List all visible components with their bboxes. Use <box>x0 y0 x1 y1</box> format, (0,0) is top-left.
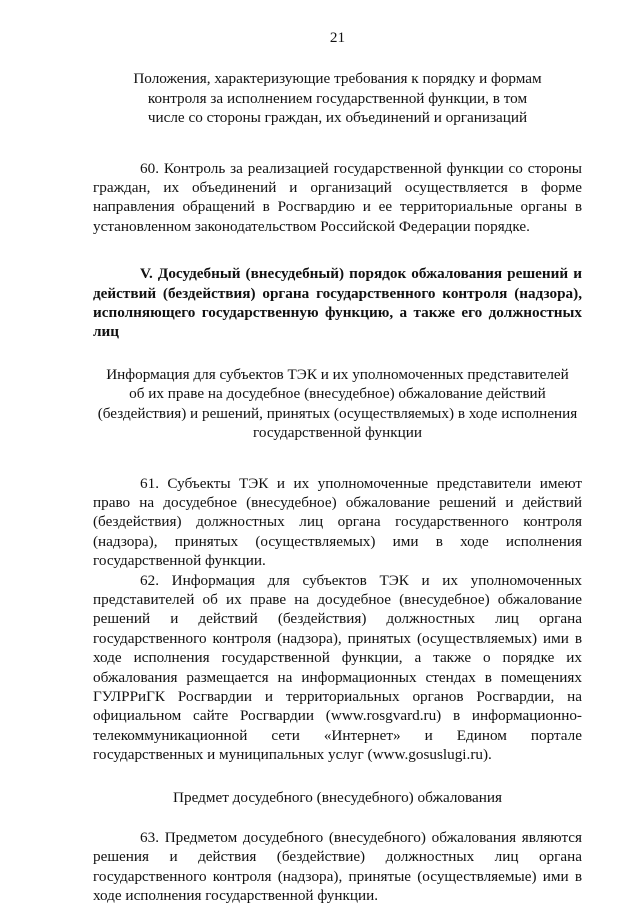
paragraph-62: 62. Информация для субъектов ТЭК и их уполномоченных представителей об их праве на досудебное (внесудебное) обжалование решений и действий (бездействия) должностных лиц органа государственного контроля (надзора), принятых (осуществляемых) ими в ходе исполнения государственной функции, а также о порядке их обжалования размещается на информационных стендах в помещениях ГУЛРРиГК Росгвардии и территориальных органов Росгвардии, на официальном сайте Росгвардии (www.rosgvard.ru) в информационно-телекоммуникационной сети «Интернет» и Едином портале государственных и муниципальных услуг (www.gosuslugi.ru). <box>93 571 582 764</box>
paragraph-60: 60. Контроль за реализацией государственной функции со стороны граждан, их объединений и организаций осуществляется в форме направления обращений в Росгвардию и ее территориальные органы в установленном законодательством Российской Федерации порядке. <box>93 159 582 235</box>
subheading-subject: Предмет досудебного (внесудебного) обжалования <box>173 788 502 806</box>
subheading-information: Информация для субъектов ТЭК и их уполномоченных представителей об их праве на досудебное (внесудебное) обжалование действий (бездействия) и решений, принятых (осуществляемых) в ходе исполнения государственной функции <box>97 365 578 442</box>
section-heading-control: Положения, характеризующие требования к порядку и формам контроля за исполнением государственной функции, в том числе со стороны граждан, их объединений и организаций <box>133 70 542 127</box>
section-heading-v: V. Досудебный (внесудебный) порядок обжалования решений и действий (бездействия) органа государственного контроля (надзора), исполняющего государственную функцию, а также его должностных лиц <box>93 265 582 341</box>
document-page <box>93 28 582 906</box>
page-number: 21 <box>329 29 346 46</box>
paragraph-63: 63. Предметом досудебного (внесудебного) обжалования являются решения и действия (бездействие) должностных лиц органа государственного контроля (надзора), принятые (осуществляемые) ими в ходе исполнения государственной функции. <box>93 829 582 905</box>
paragraph-61: 61. Субъекты ТЭК и их уполномоченные представители имеют право на досудебное (внесудебное) обжалование решений и действий (бездействия) должностных лиц органа государственного контроля (надзора), принятых (осуществляемых) ими в ходе исполнения государственной функции. <box>93 474 582 570</box>
